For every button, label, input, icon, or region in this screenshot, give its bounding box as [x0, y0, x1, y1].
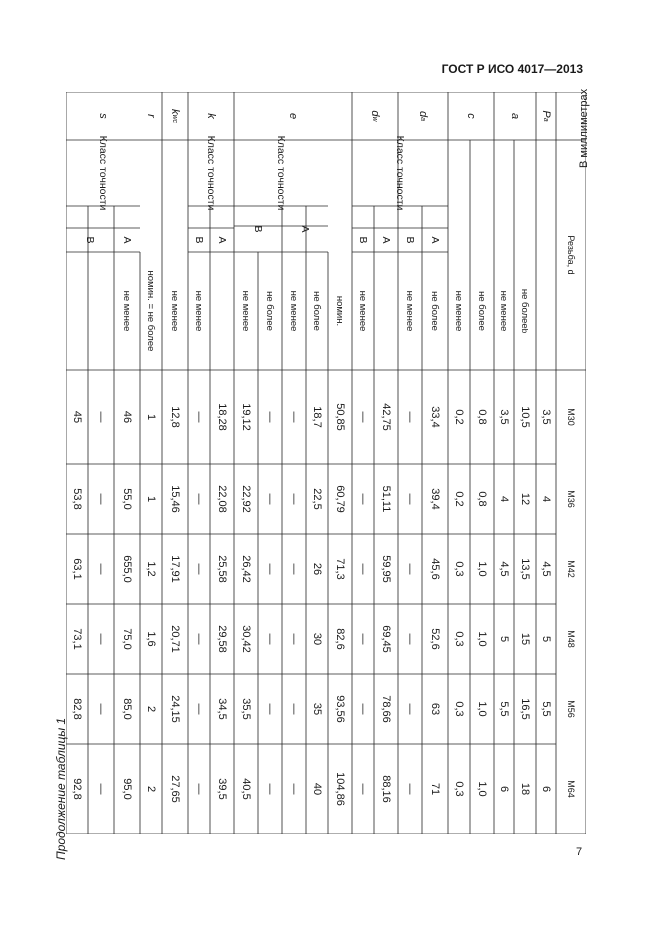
limit-s-min: не менее — [121, 290, 133, 332]
value-k-a-max-m42: — — [288, 563, 300, 575]
value-k-b-min-m48: 29,58 — [216, 625, 228, 653]
value-da-max-m30: 33,4 — [429, 406, 441, 428]
value-k-b-max-m30: 19,12 — [240, 403, 252, 431]
value-kw-a-m30: — — [193, 411, 205, 423]
value-p-m36: 4 — [540, 495, 552, 503]
value-a-max-m30: 10,5 — [519, 406, 531, 428]
value-r-min-m36: 1 — [145, 495, 157, 503]
value-a-min-m30: 3,5 — [498, 409, 510, 425]
limit-k-a-max: не более — [311, 291, 323, 331]
value-kw-b-m64: 27,65 — [169, 775, 181, 803]
value-s-nom-m64: 95,0 — [121, 778, 133, 800]
value-k-nom-m30: 18,7 — [311, 406, 323, 428]
value-c-max-m64: 1,0 — [476, 781, 488, 797]
symbol-s: s — [97, 113, 109, 119]
value-k-nom-m48: 30 — [311, 632, 323, 646]
value-c-max-m42: 1,0 — [476, 561, 488, 577]
value-k-b-min-m56: 34,5 — [216, 698, 228, 720]
value-kw-a-m64: — — [193, 783, 205, 795]
limit-k-b-max: не более — [264, 291, 276, 331]
value-s-nom-m30: 46 — [121, 410, 133, 424]
value-dw-a-m42: — — [404, 563, 416, 575]
value-e-a-m30: — — [357, 411, 369, 423]
value-kw-b-m42: 17,91 — [169, 555, 181, 583]
value-e-b-m64: 104,86 — [334, 772, 346, 806]
thread-size-m30: M30 — [566, 408, 576, 426]
value-s-a-m36: — — [95, 493, 107, 505]
value-s-a-m64: — — [95, 783, 107, 795]
value-a-min-m42: 4,5 — [498, 561, 510, 577]
value-a-min-m56: 5,5 — [498, 701, 510, 717]
value-da-max-m64: 71 — [429, 782, 441, 796]
value-a-min-m36: 4 — [498, 495, 510, 503]
value-da-max-m56: 63 — [429, 702, 441, 716]
value-r-min-m64: 2 — [145, 785, 157, 793]
value-da-max-m42: 45,6 — [429, 558, 441, 580]
value-k-nom-m36: 22,5 — [311, 488, 323, 510]
class-a-dw: A — [429, 236, 441, 244]
value-s-b-m56: 82,8 — [71, 698, 83, 720]
value-a-min-m48: 5 — [498, 635, 510, 643]
symbol-da: d a — [417, 110, 429, 122]
limit-k-a-min: не менее — [288, 290, 300, 332]
class-b-k: B — [252, 225, 264, 233]
value-dw-b-m56: 78,66 — [380, 695, 392, 723]
dimensions-table — [66, 92, 586, 834]
value-p-m48: 5 — [540, 635, 552, 643]
limit-e-min: не менее — [357, 290, 369, 332]
value-k-a-min-m48: — — [264, 633, 276, 645]
thread-header-label: Резьба, d — [566, 235, 576, 275]
value-dw-a-m36: — — [404, 493, 416, 505]
class-a-s: A — [121, 236, 133, 244]
limit-da-max: не более — [429, 291, 441, 331]
value-k-b-max-m56: 35,5 — [240, 698, 252, 720]
value-k-a-max-m36: — — [288, 493, 300, 505]
value-a-max-m36: 12 — [519, 492, 531, 506]
value-s-a-m30: — — [95, 411, 107, 423]
value-k-nom-m42: 26 — [311, 562, 323, 576]
value-s-a-m42: — — [95, 563, 107, 575]
page-number: 7 — [576, 846, 583, 858]
accuracy-class-label-kw: Класс точности — [205, 135, 217, 211]
value-s-b-m64: 92,8 — [71, 778, 83, 800]
value-s-nom-m42: 655,0 — [121, 555, 133, 583]
document-standard-title: ГОСТ Р ИСО 4017—2013 — [441, 62, 583, 76]
value-e-a-m48: — — [357, 633, 369, 645]
symbol-pitch: P a — [540, 110, 552, 122]
value-s-nom-m48: 75,0 — [121, 628, 133, 650]
value-a-max-m64: 18 — [519, 782, 531, 796]
limit-c-min: не менее — [453, 290, 465, 332]
value-dw-b-m36: 51,11 — [380, 485, 392, 513]
value-kw-a-m48: — — [193, 633, 205, 645]
value-e-a-m36: — — [357, 493, 369, 505]
value-p-m56: 5,5 — [540, 701, 552, 717]
value-kw-a-m36: — — [193, 493, 205, 505]
value-dw-a-m56: — — [404, 703, 416, 715]
symbol-a: a — [509, 112, 521, 120]
accuracy-class-label-dw: Класс точности — [394, 135, 406, 211]
value-a-max-m48: 15 — [519, 632, 531, 646]
value-dw-b-m30: 42,75 — [380, 403, 392, 431]
limit-k-b-min: не менее — [240, 290, 252, 332]
value-r-min-m56: 2 — [145, 705, 157, 713]
value-s-b-m48: 73,1 — [71, 628, 83, 650]
value-c-min-m36: 0,2 — [453, 491, 465, 507]
class-b-kw: B — [193, 236, 205, 244]
class-b-e: B — [357, 236, 369, 244]
limit-kw-min: не менее — [193, 290, 205, 332]
value-k-a-min-m36: — — [264, 493, 276, 505]
value-c-max-m30: 0,8 — [476, 409, 488, 425]
class-a-kw: A — [216, 236, 228, 244]
units-note: В миллиметрах — [578, 88, 590, 168]
class-b-s: B — [84, 236, 96, 244]
thread-size-m48: M48 — [566, 630, 576, 648]
symbol-k: k — [205, 113, 217, 119]
value-k-b-max-m64: 40,5 — [240, 778, 252, 800]
limit-a-min: не менее — [498, 290, 510, 332]
limit-empty-p — [536, 252, 556, 370]
accuracy-class-label-s: Класс точности — [97, 135, 109, 211]
value-s-nom-m36: 55,0 — [121, 488, 133, 510]
limit-k-nom: номин. — [334, 295, 346, 327]
accuracy-class-label-k: Класс точности — [275, 135, 287, 211]
value-a-max-m42: 13,5 — [519, 558, 531, 580]
value-c-min-m30: 0,2 — [453, 409, 465, 425]
value-da-max-m48: 52,6 — [429, 628, 441, 650]
value-s-b-m30: 45 — [71, 410, 83, 424]
value-c-max-m36: 0,8 — [476, 491, 488, 507]
value-k-b-min-m64: 39,5 — [216, 778, 228, 800]
value-p-m30: 3,5 — [540, 409, 552, 425]
value-c-min-m48: 0,3 — [453, 631, 465, 647]
thread-size-m42: M42 — [566, 560, 576, 578]
value-r-min-m30: 1 — [145, 413, 157, 421]
thread-size-m56: M56 — [566, 700, 576, 718]
value-p-m42: 4,5 — [540, 561, 552, 577]
value-k-a-max-m64: — — [288, 783, 300, 795]
value-e-b-m56: 93,56 — [334, 695, 346, 723]
value-r-min-m42: 1,2 — [145, 561, 157, 577]
value-k-a-max-m30: — — [288, 411, 300, 423]
value-e-b-m42: 71,3 — [334, 558, 346, 580]
symbol-dw: d w — [369, 110, 381, 122]
symbol-e: e — [287, 112, 299, 120]
value-e-b-m30: 50,85 — [334, 403, 346, 431]
class-b-dw: B — [404, 236, 416, 244]
value-c-min-m56: 0,3 — [453, 701, 465, 717]
value-a-max-m56: 16,5 — [519, 698, 531, 720]
value-k-a-min-m30: — — [264, 411, 276, 423]
value-c-min-m42: 0,3 — [453, 561, 465, 577]
limit-s-nom-max: номин. = не более — [145, 270, 157, 352]
value-k-a-max-m56: — — [288, 703, 300, 715]
value-k-a-min-m42: — — [264, 563, 276, 575]
value-e-a-m42: — — [357, 563, 369, 575]
value-s-b-m36: 53,8 — [71, 488, 83, 510]
value-e-a-m56: — — [357, 703, 369, 715]
value-c-max-m48: 1,0 — [476, 631, 488, 647]
value-kw-a-m42: — — [193, 563, 205, 575]
value-k-b-min-m42: 25,58 — [216, 555, 228, 583]
value-a-min-m64: 6 — [498, 785, 510, 793]
class-a-k: A — [299, 225, 311, 233]
limit-a-max: не более b — [519, 288, 531, 334]
value-k-nom-m64: 40 — [311, 782, 323, 796]
thread-size-m64: M64 — [566, 780, 576, 798]
value-k-a-max-m48: — — [288, 633, 300, 645]
value-k-a-min-m64: — — [264, 783, 276, 795]
value-s-a-m48: — — [95, 633, 107, 645]
value-e-b-m36: 60,79 — [334, 485, 346, 513]
value-kw-b-m30: 12,8 — [169, 406, 181, 428]
value-k-b-min-m30: 18,28 — [216, 403, 228, 431]
value-e-b-m48: 82,6 — [334, 628, 346, 650]
value-k-b-min-m36: 22,08 — [216, 485, 228, 513]
symbol-c: c — [465, 113, 477, 119]
value-dw-b-m48: 69,45 — [380, 625, 392, 653]
value-k-a-min-m56: — — [264, 703, 276, 715]
value-kw-a-m56: — — [193, 703, 205, 715]
class-a-e: A — [380, 236, 392, 244]
limit-r-min: не менее — [169, 290, 181, 332]
limit-dw-min: не менее — [404, 290, 416, 332]
value-p-m64: 6 — [540, 785, 552, 793]
value-da-max-m36: 39,4 — [429, 488, 441, 510]
value-s-b-m42: 63,1 — [71, 558, 83, 580]
value-dw-a-m48: — — [404, 633, 416, 645]
value-s-nom-m56: 85,0 — [121, 698, 133, 720]
value-k-b-max-m48: 30,42 — [240, 625, 252, 653]
limit-c-max: не более — [476, 291, 488, 331]
value-c-max-m56: 1,0 — [476, 701, 488, 717]
value-kw-b-m48: 20,71 — [169, 625, 181, 653]
value-s-a-m56: — — [95, 703, 107, 715]
value-c-min-m64: 0,3 — [453, 781, 465, 797]
value-dw-a-m30: — — [404, 411, 416, 423]
value-k-b-max-m36: 22,92 — [240, 485, 252, 513]
value-kw-b-m56: 24,15 — [169, 695, 181, 723]
table-caption: Продолжение таблицы 1 — [54, 717, 68, 860]
symbol-r: r — [145, 114, 157, 118]
value-r-min-m48: 1,6 — [145, 631, 157, 647]
value-dw-b-m42: 59,95 — [380, 555, 392, 583]
value-dw-a-m64: — — [404, 783, 416, 795]
value-e-a-m64: — — [357, 783, 369, 795]
value-dw-b-m64: 88,16 — [380, 775, 392, 803]
value-k-b-max-m42: 26,42 — [240, 555, 252, 583]
symbol-kw: k w c — [169, 108, 181, 124]
value-kw-b-m36: 15,46 — [169, 485, 181, 513]
thread-size-m36: M36 — [566, 490, 576, 508]
value-k-nom-m56: 35 — [311, 702, 323, 716]
